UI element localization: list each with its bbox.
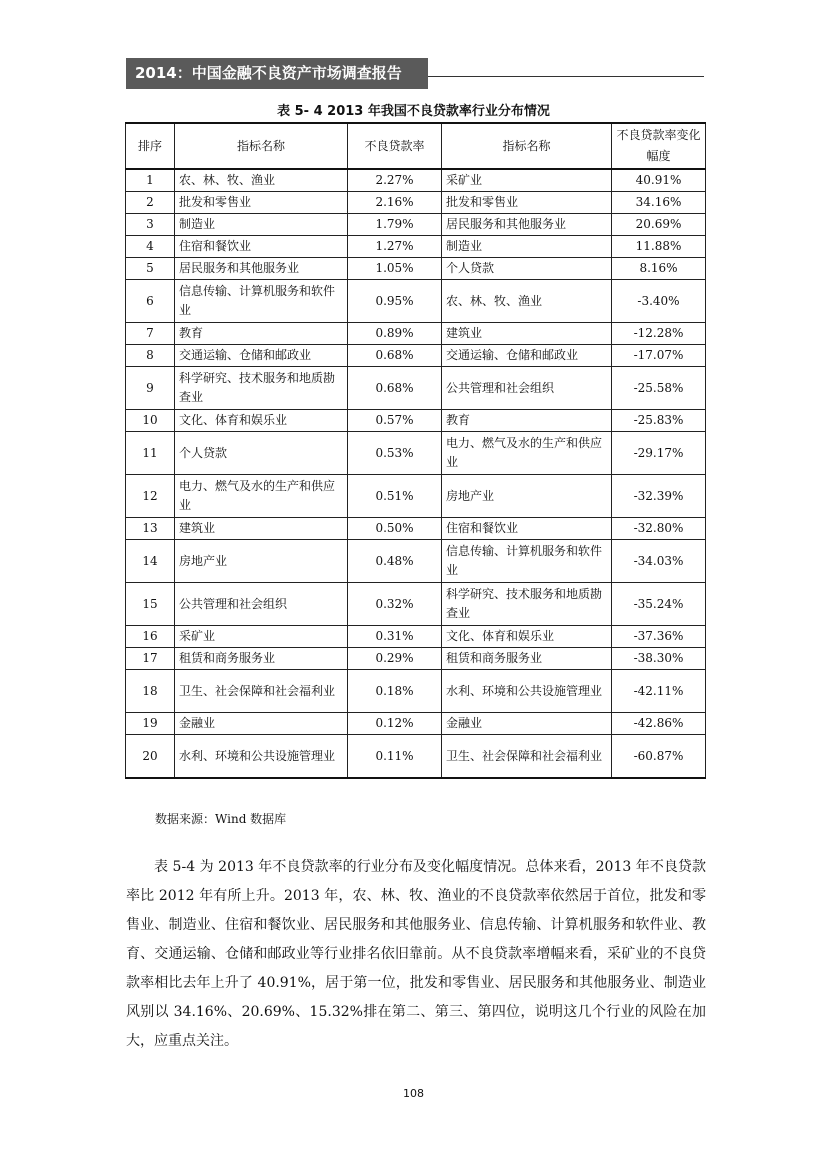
table-row <box>126 475 706 518</box>
col-header-npl-rate: 不良贷款率 <box>348 123 442 169</box>
col-header-indicator-2: 指标名称 <box>442 123 612 169</box>
cell-indicator-name: 住宿和餐饮业 <box>175 236 348 258</box>
cell-rank: 8 <box>126 345 175 367</box>
cell-rank: 16 <box>126 626 175 648</box>
cell-rate-change: -32.80% <box>612 518 706 540</box>
cell-indicator-name: 卫生、社会保障和社会福利业 <box>175 670 348 713</box>
cell-rank: 5 <box>126 258 175 280</box>
cell-rate-change: -42.86% <box>612 713 706 735</box>
table-row <box>126 236 706 258</box>
cell-rate-change: -35.24% <box>612 583 706 626</box>
cell-npl-rate: 2.27% <box>348 169 442 192</box>
cell-rate-change: -37.36% <box>612 626 706 648</box>
table-row <box>126 323 706 345</box>
cell-rank: 17 <box>126 648 175 670</box>
cell-indicator-name: 教育 <box>175 323 348 345</box>
cell-npl-rate: 1.79% <box>348 214 442 236</box>
cell-npl-rate: 0.53% <box>348 432 442 475</box>
cell-indicator-name: 个人贷款 <box>175 432 348 475</box>
col-header-rank: 排序 <box>126 123 175 169</box>
cell-rate-change: -38.30% <box>612 648 706 670</box>
cell-rate-change: -42.11% <box>612 670 706 713</box>
cell-indicator-name-2: 制造业 <box>442 236 612 258</box>
table-title: 表 5- 4 2013 年我国不良贷款率行业分布情况 <box>277 104 550 119</box>
table-row <box>126 410 706 432</box>
cell-rank: 10 <box>126 410 175 432</box>
table-row <box>126 258 706 280</box>
table-row <box>126 583 706 626</box>
cell-rate-change: -32.39% <box>612 475 706 518</box>
cell-rank: 1 <box>126 169 175 192</box>
cell-rank: 11 <box>126 432 175 475</box>
cell-rank: 13 <box>126 518 175 540</box>
cell-npl-rate: 0.31% <box>348 626 442 648</box>
table-row <box>126 626 706 648</box>
cell-indicator-name-2: 交通运输、仓储和邮政业 <box>442 345 612 367</box>
cell-rank: 3 <box>126 214 175 236</box>
cell-rate-change: 34.16% <box>612 192 706 214</box>
cell-indicator-name: 农、林、牧、渔业 <box>175 169 348 192</box>
cell-indicator-name-2: 住宿和餐饮业 <box>442 518 612 540</box>
table-row <box>126 214 706 236</box>
cell-rank: 15 <box>126 583 175 626</box>
body-paragraph: 表 5-4 为 2013 年不良贷款率的行业分布及变化幅度情况。总体来看，2013 年不良贷款率比 2012 年有所上升。2013 年，农、林、牧、渔业的不良贷款率依然居于首位，批发和零售业、制造业、住宿和餐饮业、居民服务和其他服务业、信息传输、计算机服务和软件业、教育、交通运输、仓储和邮政业等行业排名依旧靠前。从不良贷款率增幅来看，采矿业的不良贷款率相比去年上升了 40.91%，居于第一位，批发和零售业、居民服务和其他服务业、制造业风别以 34.16%、20.69%、15.32%排在第二、第三、第四位，说明这几个行业的风险在加大，应重点关注。 <box>126 859 706 1049</box>
table-row <box>126 367 706 410</box>
table-row <box>126 540 706 583</box>
industry-npl-table <box>125 122 706 779</box>
table-row <box>126 169 706 192</box>
table-row <box>126 192 706 214</box>
cell-rate-change: -3.40% <box>612 280 706 323</box>
cell-indicator-name-2: 个人贷款 <box>442 258 612 280</box>
cell-indicator-name: 居民服务和其他服务业 <box>175 258 348 280</box>
table-row <box>126 670 706 713</box>
cell-npl-rate: 1.27% <box>348 236 442 258</box>
cell-indicator-name-2: 农、林、牧、渔业 <box>442 280 612 323</box>
cell-rate-change: -34.03% <box>612 540 706 583</box>
cell-npl-rate: 0.48% <box>348 540 442 583</box>
cell-rate-change: 40.91% <box>612 169 706 192</box>
cell-rank: 14 <box>126 540 175 583</box>
cell-indicator-name-2: 科学研究、技术服务和地质勘查业 <box>442 583 612 626</box>
report-header-title: 2014：中国金融不良资产市场调查报告 <box>126 58 428 89</box>
cell-npl-rate: 0.57% <box>348 410 442 432</box>
cell-rank: 2 <box>126 192 175 214</box>
cell-rate-change: -25.83% <box>612 410 706 432</box>
cell-indicator-name-2: 文化、体育和娱乐业 <box>442 626 612 648</box>
table-row <box>126 735 706 779</box>
cell-indicator-name-2: 租赁和商务服务业 <box>442 648 612 670</box>
cell-indicator-name-2: 水利、环境和公共设施管理业 <box>442 670 612 713</box>
header-rule <box>428 76 704 77</box>
cell-indicator-name: 房地产业 <box>175 540 348 583</box>
cell-indicator-name: 科学研究、技术服务和地质勘查业 <box>175 367 348 410</box>
cell-rank: 20 <box>126 735 175 779</box>
cell-rank: 7 <box>126 323 175 345</box>
cell-indicator-name: 水利、环境和公共设施管理业 <box>175 735 348 779</box>
cell-rate-change: -17.07% <box>612 345 706 367</box>
cell-npl-rate: 0.12% <box>348 713 442 735</box>
cell-rate-change: -60.87% <box>612 735 706 779</box>
page-number: 108 <box>403 1087 424 1100</box>
cell-indicator-name: 金融业 <box>175 713 348 735</box>
table-header-row <box>126 123 706 169</box>
col-header-indicator: 指标名称 <box>175 123 348 169</box>
cell-npl-rate: 1.05% <box>348 258 442 280</box>
cell-npl-rate: 0.11% <box>348 735 442 779</box>
cell-rank: 18 <box>126 670 175 713</box>
cell-rate-change: -25.58% <box>612 367 706 410</box>
cell-indicator-name: 信息传输、计算机服务和软件业 <box>175 280 348 323</box>
table-row <box>126 518 706 540</box>
cell-indicator-name-2: 公共管理和社会组织 <box>442 367 612 410</box>
cell-indicator-name-2: 卫生、社会保障和社会福利业 <box>442 735 612 779</box>
cell-indicator-name: 交通运输、仓储和邮政业 <box>175 345 348 367</box>
cell-indicator-name: 电力、燃气及水的生产和供应业 <box>175 475 348 518</box>
cell-npl-rate: 0.68% <box>348 367 442 410</box>
cell-rate-change: 11.88% <box>612 236 706 258</box>
cell-indicator-name-2: 建筑业 <box>442 323 612 345</box>
data-source-note: 数据来源：Wind 数据库 <box>155 812 287 826</box>
cell-indicator-name: 制造业 <box>175 214 348 236</box>
cell-rate-change: 20.69% <box>612 214 706 236</box>
cell-indicator-name-2: 采矿业 <box>442 169 612 192</box>
cell-rank: 6 <box>126 280 175 323</box>
cell-indicator-name-2: 电力、燃气及水的生产和供应业 <box>442 432 612 475</box>
cell-rank: 4 <box>126 236 175 258</box>
table-row <box>126 280 706 323</box>
table-row <box>126 345 706 367</box>
cell-rate-change: 8.16% <box>612 258 706 280</box>
cell-indicator-name-2: 居民服务和其他服务业 <box>442 214 612 236</box>
table-row <box>126 648 706 670</box>
cell-indicator-name-2: 信息传输、计算机服务和软件业 <box>442 540 612 583</box>
table-row <box>126 432 706 475</box>
cell-npl-rate: 0.50% <box>348 518 442 540</box>
cell-indicator-name-2: 教育 <box>442 410 612 432</box>
cell-rank: 12 <box>126 475 175 518</box>
cell-indicator-name: 租赁和商务服务业 <box>175 648 348 670</box>
table-row <box>126 713 706 735</box>
cell-npl-rate: 0.51% <box>348 475 442 518</box>
cell-indicator-name-2: 房地产业 <box>442 475 612 518</box>
cell-indicator-name-2: 批发和零售业 <box>442 192 612 214</box>
cell-npl-rate: 0.68% <box>348 345 442 367</box>
cell-rank: 19 <box>126 713 175 735</box>
cell-rate-change: -12.28% <box>612 323 706 345</box>
cell-indicator-name: 批发和零售业 <box>175 192 348 214</box>
cell-npl-rate: 0.95% <box>348 280 442 323</box>
cell-npl-rate: 0.32% <box>348 583 442 626</box>
cell-indicator-name: 文化、体育和娱乐业 <box>175 410 348 432</box>
cell-npl-rate: 0.29% <box>348 648 442 670</box>
cell-indicator-name: 建筑业 <box>175 518 348 540</box>
cell-rank: 9 <box>126 367 175 410</box>
cell-npl-rate: 2.16% <box>348 192 442 214</box>
col-header-rate-change: 不良贷款率变化幅度 <box>612 123 706 169</box>
cell-npl-rate: 0.18% <box>348 670 442 713</box>
cell-indicator-name: 采矿业 <box>175 626 348 648</box>
cell-npl-rate: 0.89% <box>348 323 442 345</box>
cell-indicator-name: 公共管理和社会组织 <box>175 583 348 626</box>
cell-rate-change: -29.17% <box>612 432 706 475</box>
cell-indicator-name-2: 金融业 <box>442 713 612 735</box>
